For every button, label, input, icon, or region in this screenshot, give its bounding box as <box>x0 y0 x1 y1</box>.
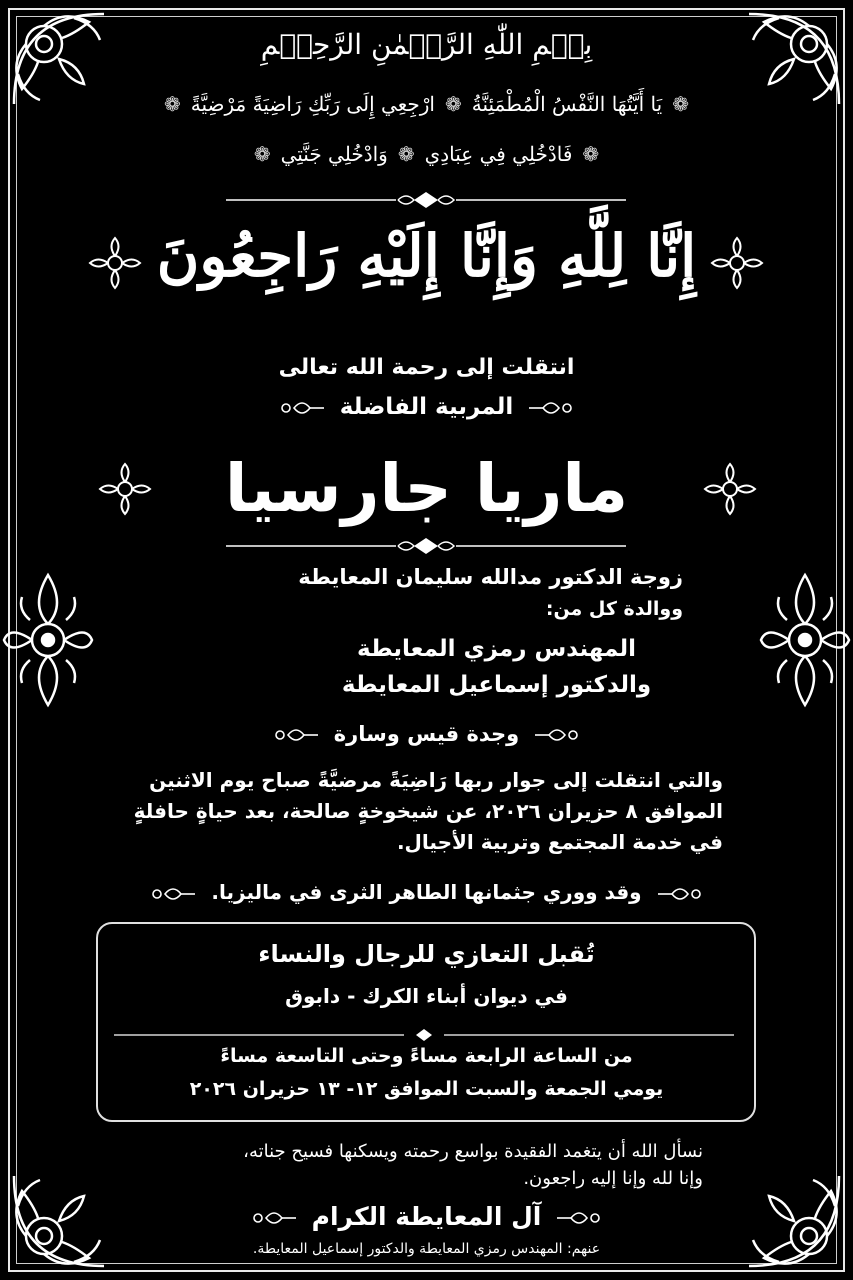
deceased-name: ماريا جارسيا <box>224 450 629 527</box>
deceased-title: المربية الفاضلة <box>339 394 514 420</box>
family-name: آل المعايطة الكرام <box>311 1202 542 1231</box>
details-line: في خدمة المجتمع وتربية الأجيال. <box>396 830 723 854</box>
burial-text: وقد ووري جثمانها الطاهر الثرى في ماليزيا. <box>211 880 642 904</box>
flourish-icon <box>555 1208 603 1228</box>
prayer-line: نسأل الله أن يتغمد الفقيدة بواسع رحمته ويسكنها فسيح جناته، <box>243 1141 703 1162</box>
quran-verse-line-1 <box>0 92 853 116</box>
representatives-text: عنهم: المهندس رمزي المعايطة والدكتور إسماعيل المعايطة. <box>252 1241 601 1257</box>
divider-ornament-icon <box>226 190 626 210</box>
rosette-icon: ❁ <box>397 142 415 166</box>
divider-ornament-icon <box>114 1028 734 1042</box>
condolences-time: من الساعة الرابعة مساءً وحتى التاسعة مساءً <box>220 1045 633 1067</box>
divider-ornament-icon <box>226 536 626 556</box>
flourish-icon <box>278 398 326 418</box>
verse-part-3: فَادْخُلِي فِي عِبَادِي <box>424 142 573 166</box>
flourish-icon <box>656 884 704 904</box>
son-name: والدكتور إسماعيل المعايطة <box>341 671 652 698</box>
grandchildren-text: وجدة قيس وسارة <box>333 722 520 746</box>
prayer-line: وإنا لله وإنا إليه راجعون. <box>523 1168 703 1189</box>
rosette-icon: ❁ <box>253 142 271 166</box>
flourish-icon <box>272 725 320 745</box>
wife-of-text: زوجة الدكتور مدالله سليمان المعايطة <box>298 565 683 589</box>
condolences-place: في ديوان أبناء الكرك - دابوق <box>285 984 568 1008</box>
burial-line <box>0 880 853 904</box>
grandchildren-line <box>0 722 853 746</box>
rosette-icon: ❁ <box>582 142 600 166</box>
condolences-days: يومي الجمعة والسبت الموافق ١٢- ١٣ حزيران ٢٠٢٦ <box>189 1078 664 1100</box>
title-line <box>0 394 853 420</box>
son-name: المهندس رمزي المعايطة <box>357 636 636 662</box>
flourish-icon <box>533 725 581 745</box>
condolences-title: تُقبل التعازي للرجال والنساء <box>258 940 595 968</box>
details-line: الموافق ٨ حزيران ٢٠٢٦، عن شيخوخةٍ صالحة، بعد حياةٍ حافلةٍ <box>133 799 723 823</box>
details-paragraph <box>123 765 723 858</box>
family-line <box>0 1202 853 1231</box>
rosette-icon: ❁ <box>164 92 181 116</box>
passed-away-text: انتقلت إلى رحمة الله تعالى <box>278 355 575 380</box>
rosette-icon: ❁ <box>672 92 689 116</box>
verse-part-4: وَادْخُلِي جَنَّتِي <box>280 142 388 166</box>
rosette-icon: ❁ <box>444 92 462 116</box>
flourish-icon <box>527 398 575 418</box>
verse-part-1: يَا أَيَّتُهَا النَّفْسُ الْمُطْمَئِنَّةُ <box>471 92 663 116</box>
basmala: بِسۡمِ اللّٰهِ الرَّحۡمٰنِ الرَّحِيۡمِ <box>260 28 593 61</box>
sons-list <box>0 632 853 703</box>
flourish-icon <box>149 884 197 904</box>
prayer-text <box>143 1138 703 1192</box>
verse-part-2: ارْجِعِي إِلَى رَبِّكِ رَاضِيَةً مَرْضِيَّةً <box>190 92 435 116</box>
details-line: والتي انتقلت إلى جوار ربها رَاضِيَةً مرضيَّةً صباح يوم الاثنين <box>149 768 723 792</box>
flourish-icon <box>250 1208 298 1228</box>
quran-verse-line-2 <box>0 142 853 166</box>
mother-of-text: ووالدة كل من: <box>545 598 683 620</box>
inna-lillah-calligraphy: إِنَّا لِلَّهِ وَإِنَّا إِلَيْهِ رَاجِعُونَ <box>156 222 697 290</box>
